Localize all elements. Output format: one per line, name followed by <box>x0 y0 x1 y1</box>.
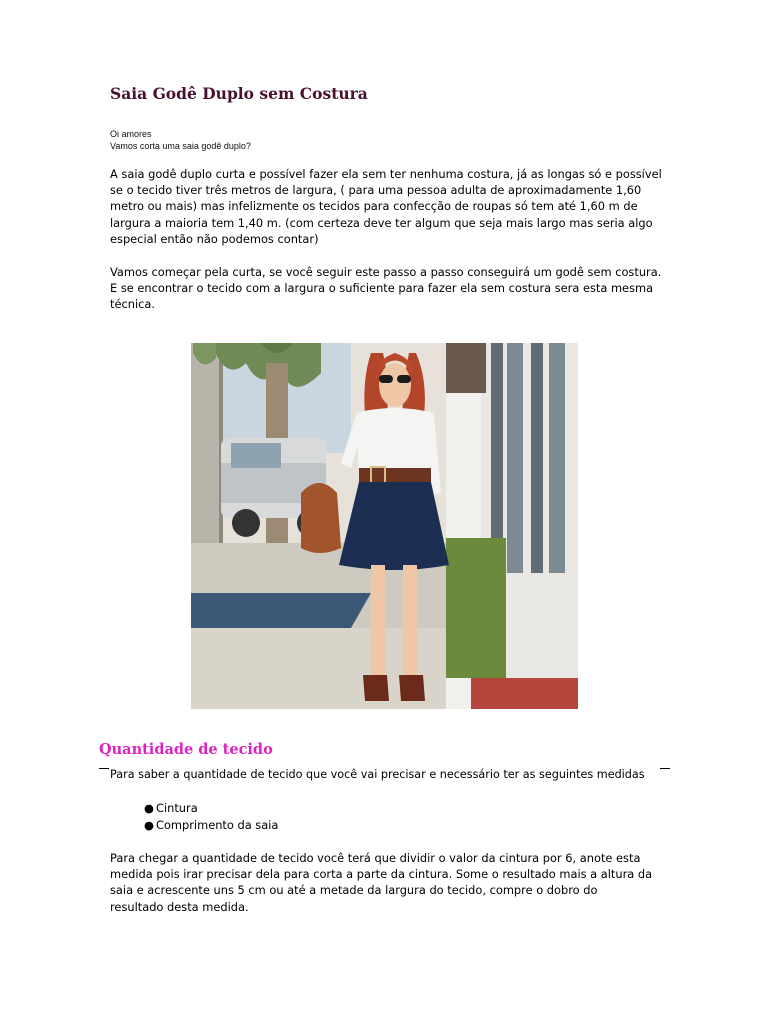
paragraph-line: técnica. <box>110 297 155 312</box>
paragraph-line: largura a maioria tem 1,40 m. (com certeza deve ter algum que seja mais largo mas seria algo <box>110 215 653 230</box>
list-item <box>142 817 278 834</box>
skirt-photo-illustration <box>191 343 578 709</box>
measurements-list <box>142 800 278 834</box>
intro-line: Oi amores <box>110 129 152 139</box>
paragraph-line: Para chegar a quantidade de tecido você terá que dividir o valor da cintura por 6, anote esta <box>110 851 641 865</box>
paragraph-line: resultado desta medida. <box>110 899 249 914</box>
section-intro <box>110 767 670 783</box>
list-item-label: Comprimento da saia <box>156 818 279 832</box>
list-item-label: Cintura <box>156 801 198 815</box>
page-title: Saia Godê Duplo sem Costura <box>110 84 368 103</box>
paragraph-line: A saia godê duplo curta e possível fazer ela sem ter nenhuma costura, já as longas só e possível <box>110 167 662 181</box>
section-heading: Quantidade de tecido <box>99 741 273 758</box>
skirt-photo <box>191 343 578 709</box>
paragraph-line: Vamos começar pela curta, se você seguir este passo a passo conseguirá um godê sem costura. <box>110 265 662 279</box>
paragraph-intro <box>110 166 670 247</box>
bullet-icon: ● <box>144 801 154 815</box>
paragraph-line: Para saber a quantidade de tecido que você vai precisar e necessário ter as seguintes medidas <box>110 768 645 781</box>
paragraph-line: se o tecido tiver três metros de largura, ( para uma pessoa adulta de aproximadamente 1,60 <box>110 183 642 198</box>
intro-line: Vamos corta uma saia godê duplo? <box>110 141 251 151</box>
paragraph-line: E se encontrar o tecido com a largura o suficiente para fazer ela sem costura sera esta mesma <box>110 281 654 296</box>
list-item <box>142 800 278 817</box>
bullet-icon: ● <box>144 818 154 832</box>
margin-mark-left <box>99 768 109 769</box>
intro-text <box>110 128 251 152</box>
paragraph-start <box>110 264 670 313</box>
paragraph-calculation <box>110 850 670 915</box>
paragraph-line: metro ou mais) mas infelizmente os tecidos para confecção de roupas só tem até 1,60 m de <box>110 199 638 214</box>
paragraph-line: especial então não podemos contar) <box>110 231 319 246</box>
paragraph-line: medida pois irar precisar dela para corta a parte da cintura. Some o resultado mais a altura da <box>110 867 653 882</box>
paragraph-line: saia e acrescente uns 5 cm ou até a metade da largura do tecido, compre o dobro do <box>110 883 598 898</box>
